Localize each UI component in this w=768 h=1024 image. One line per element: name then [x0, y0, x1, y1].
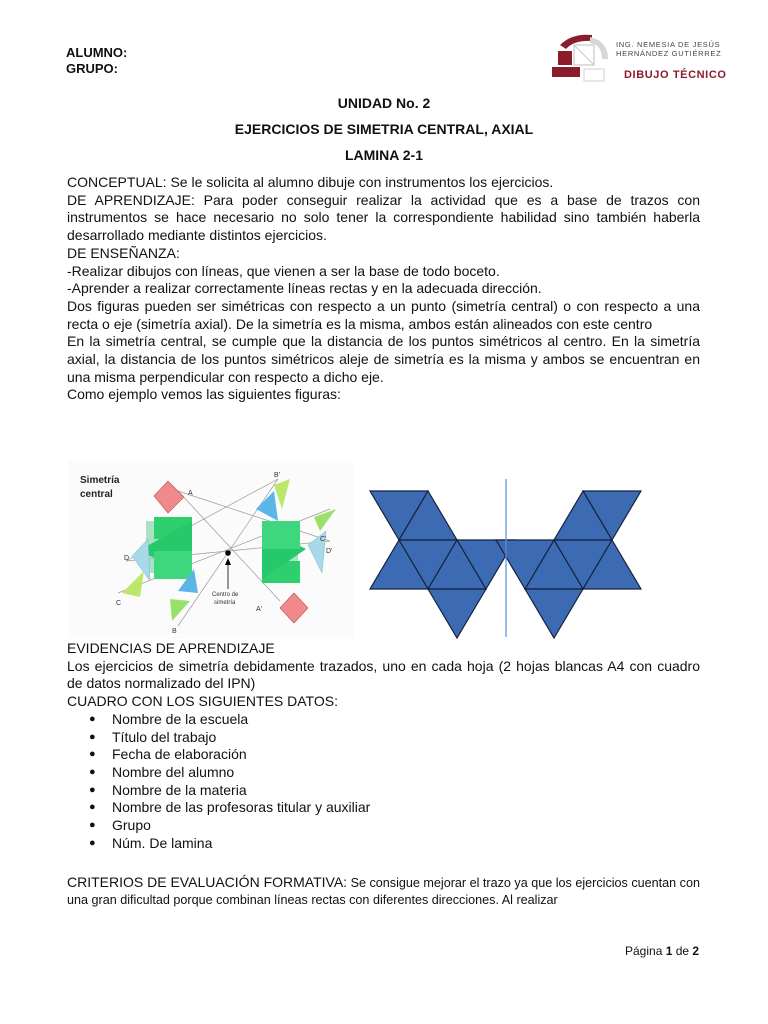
list-item: ● Nombre del alumno: [89, 764, 700, 782]
grupo-label: GRUPO:: [66, 61, 118, 76]
point-label-b-prime: B': [274, 472, 281, 479]
list-item: ● Nombre de la materia: [89, 782, 700, 800]
evidencias-heading: EVIDENCIAS DE APRENDIZAJE: [67, 640, 275, 656]
point-label-a: A: [188, 490, 193, 497]
criterios-lead: CRITERIOS DE EVALUACIÓN FORMATIVA:: [67, 874, 348, 890]
page-number: [625, 944, 699, 958]
triangle: [428, 589, 486, 638]
lamina-title: LAMINA 2-1: [344, 147, 424, 163]
simetria-central-paragraph: En la simetría central, se cumple que la distancia de los puntos simétricos al centro. En la simetría axial, la distancia de los puntos simétricos aleje de simetría es la misma y ambos se encuentran en una misma perpendicular con respecto a dicho eje.: [67, 333, 700, 385]
ejemplo-paragraph: Como ejemplo vemos las siguientes figuras:: [67, 386, 341, 403]
criterios-paragraph: [67, 874, 700, 909]
point-label-d-prime: D': [326, 548, 333, 555]
figure-title-line2: central: [80, 489, 113, 500]
simetria-paragraph: Dos figuras pueden ser simétricas con respecto a un punto (simetría central) o con respecto a una recta o eje (simetría axial). De la simetría es la misma, ambos están alineados con este centro: [67, 297, 700, 332]
point-label-b: B: [172, 628, 177, 635]
institution-logo: [552, 31, 744, 93]
list-item: ● Grupo: [89, 817, 700, 835]
logo-name-line2: HERNÁNDEZ GUTIÉRREZ: [616, 49, 722, 58]
evidencias-section: [67, 640, 700, 852]
logo-subject: DIBUJO TÉCNICO: [624, 69, 727, 81]
criterios-text: Se consigue mejorar el trazo ya que los ejercicios cuentan con una gran dificultad porque combinan líneas rectas con diferentes direcciones. Al realizar: [67, 876, 700, 907]
unit-title: UNIDAD No. 2: [337, 95, 431, 111]
symmetry-figures: [68, 461, 708, 639]
list-item: ● Fecha de elaboración: [89, 746, 700, 764]
point-label-c-prime: C': [320, 536, 327, 543]
logo-emblem-icon: [552, 31, 616, 93]
page-label: Página: [625, 944, 666, 958]
list-item: ● Nombre de la escuela: [89, 711, 700, 729]
data-list: [67, 711, 700, 853]
logo-name-line1: ING. NEMESIA DE JESÚS: [616, 40, 721, 49]
center-label-1: Centro de: [212, 592, 239, 598]
list-item: ● Título del trabajo: [89, 729, 700, 747]
center-point: [225, 550, 231, 556]
ensenanza-heading: DE ENSEÑANZA:: [67, 244, 180, 261]
point-label-a-prime: A': [256, 606, 263, 613]
page-total: 2: [692, 944, 700, 958]
alumno-label: ALUMNO:: [66, 45, 128, 60]
ensenanza-item-2: -Aprender a realizar correctamente líneas rectas y en la adecuada dirección.: [67, 280, 542, 297]
list-item: ● Nombre de las profesoras titular y auxiliar: [89, 799, 700, 817]
page-current: 1: [665, 944, 673, 958]
figure-title-line1: Simetría: [80, 475, 120, 486]
point-label-c: C: [116, 600, 122, 607]
aprendizaje-paragraph: DE APRENDIZAJE: Para poder conseguir realizar la actividad que es a base de trazos con instrumentos se hace necesario no solo tener la correspondiente habilidad sino también haberla desarrollado mediante distintos ejercicios.: [67, 191, 700, 244]
symmetry-illustration: [68, 461, 708, 639]
body-text: [67, 174, 700, 404]
central-symmetry-figure: [68, 461, 353, 639]
ensenanza-item-1: -Realizar dibujos con líneas, que vienen a ser la base de todo boceto.: [67, 262, 500, 279]
student-info: [66, 45, 127, 77]
cuadro-heading: CUADRO CON LOS SIGUIENTES DATOS:: [67, 693, 338, 710]
evidencias-text: Los ejercicios de simetría debidamente trazados, uno en cada hoja (2 hojas blancas A4 con cuadro de datos normalizado del IPN): [67, 657, 700, 692]
page-of: de: [672, 944, 693, 958]
list-item: ● Núm. De lamina: [89, 835, 700, 853]
conceptual-paragraph: CONCEPTUAL: Se le solicita al alumno dibuje con instrumentos los ejercicios.: [67, 174, 554, 190]
center-label-2: simetría: [214, 600, 236, 606]
point-label-d: D: [124, 555, 130, 562]
exercise-title: EJERCICIOS DE SIMETRIA CENTRAL, AXIAL: [234, 121, 534, 137]
triangle: [525, 589, 583, 638]
